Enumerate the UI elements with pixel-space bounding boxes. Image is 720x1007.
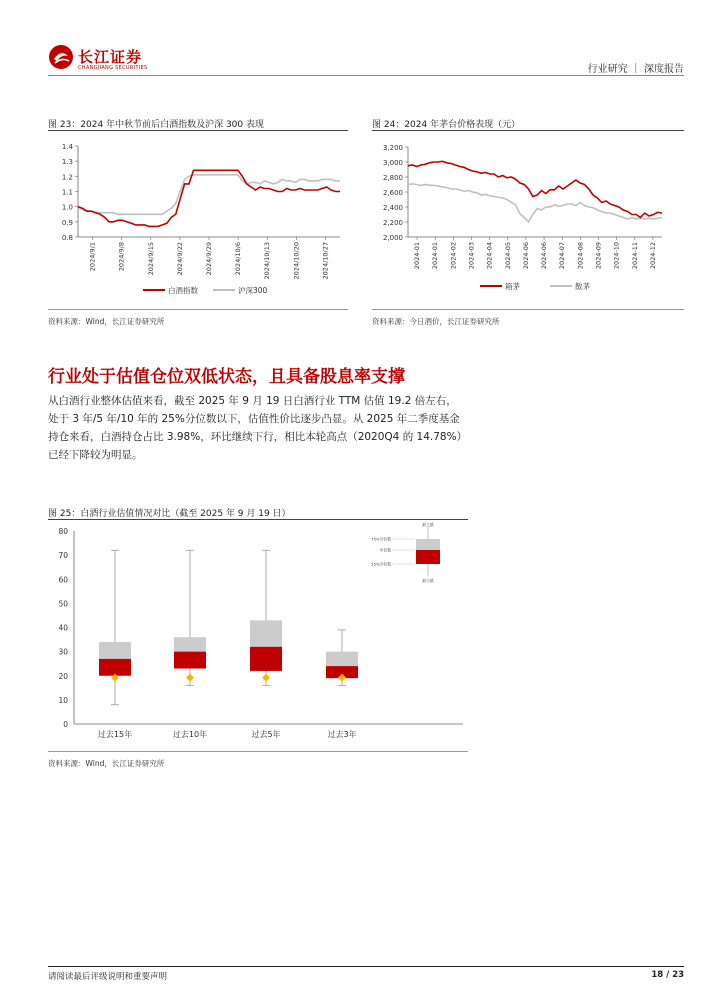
y-tick-label: 1.3 (61, 158, 73, 167)
legend-label: 沪深300 (238, 286, 268, 295)
fig24-rule (372, 130, 684, 131)
fig23-title: 图 23：2024 年中秋节前后白酒指数及沪深 300 表现 (48, 120, 264, 130)
fig25-bottom-rule (48, 751, 468, 752)
section-paragraph (48, 392, 468, 464)
legend-q3-label: 75%分位数 (371, 536, 391, 542)
fig23-bottom-rule (48, 309, 348, 310)
x-tick-label: 2024-01 (413, 242, 422, 270)
legend-label: 散茅 (575, 282, 590, 291)
legend-min-label: 最小值 (422, 578, 434, 583)
y-tick-label: 1.1 (61, 188, 73, 197)
box-upper (250, 620, 282, 647)
x-tick-label: 2024-11 (630, 242, 639, 270)
y-tick-label: 60 (58, 575, 68, 585)
y-tick-label: 0.9 (61, 218, 73, 227)
x-tick-label: 2024-06 (540, 242, 549, 270)
box-upper (174, 637, 206, 651)
y-tick-label: 0.8 (61, 234, 73, 242)
x-tick-label: 2024/9/1 (88, 242, 97, 272)
para-line: 已经下降较为明显。 (48, 449, 143, 461)
logo-mark-icon (48, 44, 74, 70)
y-tick-label: 50 (58, 599, 68, 609)
footer-rule (48, 966, 684, 967)
x-tick-label: 2024/9/8 (117, 242, 126, 272)
x-tick-label: 2024/9/22 (175, 242, 184, 276)
y-tick-label: 30 (58, 647, 68, 657)
y-tick-label: 2,400 (382, 204, 403, 212)
box-upper (326, 652, 358, 666)
x-category-label: 过去15年 (97, 730, 133, 739)
y-tick-label: 0 (63, 720, 68, 729)
company-logo (48, 44, 158, 74)
legend-box-upper (416, 539, 440, 550)
y-tick-label: 40 (58, 623, 68, 633)
fig23-source: 资料来源：Wind，长江证券研究所 (48, 317, 165, 326)
y-tick-label: 3,200 (382, 144, 403, 152)
box-lower (250, 647, 282, 671)
y-tick-label: 1.0 (61, 203, 73, 212)
x-tick-label: 2024-02 (449, 242, 458, 270)
legend-q1-label: 25%分位数 (371, 561, 391, 567)
y-tick-label: 20 (58, 671, 68, 681)
series-line-沪深300 (78, 175, 340, 215)
page-number: 18 / 23 (651, 970, 684, 980)
box-lower (99, 659, 131, 676)
legend-label: 白酒指数 (168, 286, 198, 295)
legend-median-label: 中位数 (379, 547, 391, 553)
fig25-rule (48, 519, 468, 520)
x-tick-label: 2024-03 (467, 242, 476, 270)
current-value-marker (262, 674, 270, 682)
logo-en: CHANGJIANG SECURITIES (78, 65, 148, 71)
box-upper (99, 642, 131, 659)
logo-cn: 长江证券 (78, 48, 143, 66)
section-title: 行业处于估值仓位双低状态，且具备股息率支撑 (48, 367, 405, 387)
x-tick-label: 2024/9/29 (205, 242, 213, 276)
x-tick-label: 2024-08 (576, 242, 585, 270)
x-tick-label: 2024-10 (612, 242, 621, 270)
footer-disclaimer: 请阅读最后评级说明和重要声明 (48, 972, 168, 982)
fig24-bottom-rule (372, 309, 684, 310)
y-tick-label: 2,000 (382, 234, 403, 242)
current-value-marker (186, 674, 194, 682)
x-tick-label: 2024/9/15 (146, 242, 155, 276)
para-line: 持仓来看，白酒持仓占比 3.98%，环比继续下行，相比本轮高点（2020Q4 的 14.78%） (48, 431, 468, 443)
fig24-title: 图 24：2024 年茅台价格表现（元） (372, 120, 521, 130)
legend-max-label: 最大值 (422, 522, 434, 527)
x-tick-label: 2024-05 (503, 242, 512, 270)
y-tick-label: 2,600 (382, 189, 403, 197)
box-lower (174, 652, 206, 669)
legend-label: 箱茅 (505, 282, 520, 291)
fig24-source: 资料来源：今日酒价，长江证券研究所 (372, 317, 500, 326)
header-category: 行业研究 ｜ 深度报告 (587, 64, 684, 75)
y-tick-label: 2,800 (382, 174, 403, 182)
fig25-chart (48, 521, 468, 748)
y-tick-label: 1.4 (61, 143, 73, 151)
y-tick-label: 80 (58, 527, 68, 536)
series-line-箱茅 (408, 161, 662, 217)
x-tick-label: 2024-12 (648, 242, 657, 270)
x-tick-label: 2024-06 (521, 242, 530, 270)
x-tick-label: 2024-04 (485, 242, 494, 270)
x-category-label: 过去3年 (327, 730, 357, 739)
y-tick-label: 10 (58, 695, 68, 705)
series-line-散茅 (408, 184, 662, 222)
fig23-chart (48, 132, 348, 302)
x-tick-label: 2024/10/6 (234, 242, 243, 276)
x-tick-label: 2024-01 (431, 242, 440, 270)
y-tick-label: 1.2 (61, 173, 73, 182)
x-tick-label: 2024/10/13 (263, 242, 272, 280)
legend-box-lower (416, 550, 440, 564)
y-tick-label: 70 (58, 551, 68, 561)
para-line: 从白酒行业整体估值来看，截至 2025 年 9 月 19 日白酒行业 TTM 估值 19.2 倍左右， (48, 395, 457, 407)
fig24-chart (372, 132, 684, 302)
fig25-title: 图 25：白酒行业估值情况对比（截至 2025 年 9 月 19 日） (48, 509, 291, 519)
x-tick-label: 2024-07 (558, 242, 567, 270)
para-line: 处于 3 年/5 年/10 年的 25%分位数以下，估值性价比逐步凸显。从 2025 年二季度基金 (48, 413, 460, 425)
fig25-source: 资料来源：Wind，长江证券研究所 (48, 759, 165, 768)
fig23-rule (48, 130, 348, 131)
x-tick-label: 2024/10/27 (321, 242, 330, 280)
header-rule (48, 75, 684, 76)
x-tick-label: 2024-09 (594, 242, 603, 270)
x-tick-label: 2024/10/20 (292, 242, 301, 280)
x-category-label: 过去5年 (251, 730, 281, 739)
x-category-label: 过去10年 (172, 730, 208, 739)
y-tick-label: 3,000 (382, 159, 403, 167)
y-tick-label: 2,200 (382, 219, 403, 227)
